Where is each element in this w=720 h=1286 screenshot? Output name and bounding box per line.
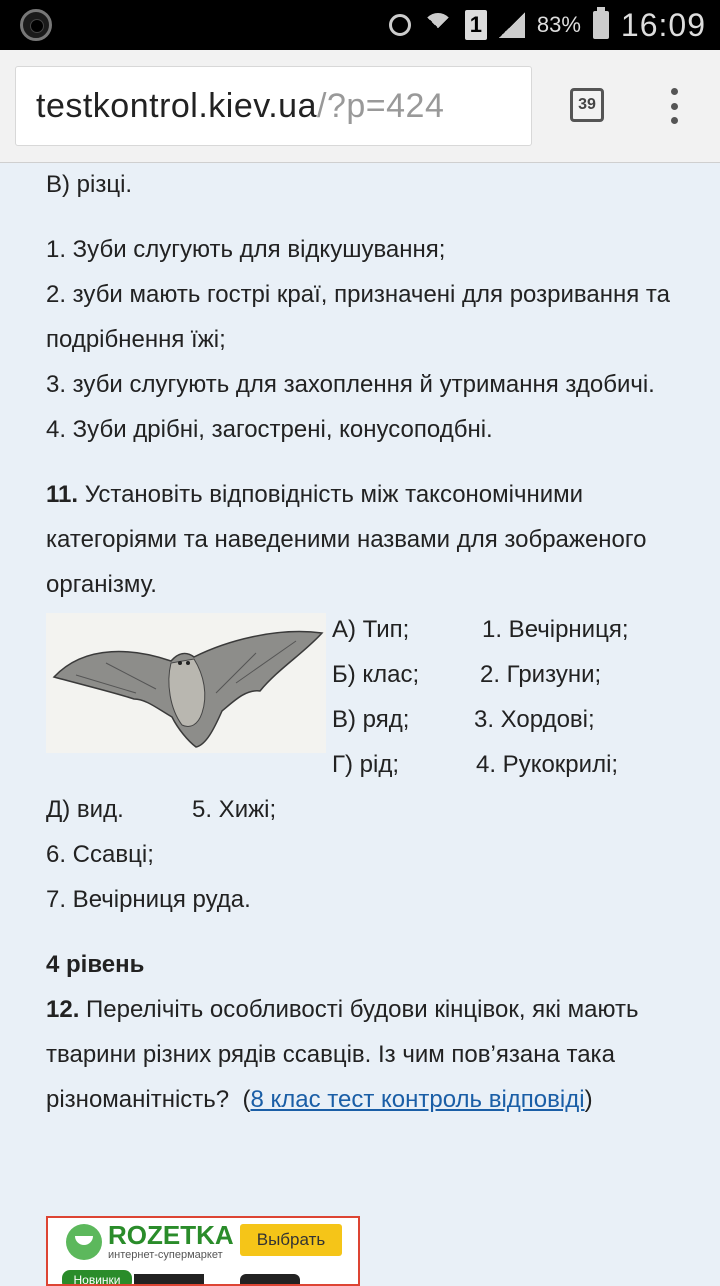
battery-icon [593, 11, 609, 39]
url-path: /?p=424 [317, 86, 445, 125]
product-image [240, 1274, 300, 1286]
question-text: Установіть відповідність між таксономічними категоріями та наведеними назвами для зображеного організму. [46, 481, 647, 598]
list-item: 3. зуби слугують для захоплення й утримання здобичі. [46, 371, 655, 398]
clock: 16:09 [620, 6, 706, 43]
question-number: 12. [46, 996, 80, 1023]
ad-tagline: интернет-супермаркет [108, 1249, 223, 1261]
answer-fragment: В) різці. [46, 171, 133, 198]
list-item: 2. зуби мають гострі краї, призначені для розривання та подрібнення їжі; [46, 281, 670, 353]
ad-badge: Новинки [62, 1270, 132, 1286]
notification-icon [20, 9, 52, 41]
list-item: 1. Зуби слугують для відкушування; [46, 236, 446, 263]
ad-brand: ROZETKA [108, 1220, 234, 1250]
question-11 [46, 472, 686, 607]
match-row: А) Тип; 1. Вечірниця; [332, 616, 629, 643]
level-heading: 4 рівень [46, 951, 145, 978]
question-12: 12. Перелічіть особливості будови кінцівок, які мають тварини різних рядів ссавців. Із чим пов’язана така різноманітність? (8 клас тест контроль відповіді) [46, 996, 639, 1113]
ad-select-button[interactable]: Выбрать [240, 1224, 342, 1256]
status-bar [0, 0, 720, 50]
address-bar[interactable] [15, 66, 532, 146]
list-item: 7. Вечірниця руда. [46, 886, 251, 913]
browser-toolbar [0, 50, 720, 163]
overflow-menu-icon[interactable] [664, 88, 684, 124]
tab-switcher-button[interactable]: 39 [570, 88, 604, 122]
question-text: Перелічіть особливості будови кінцівок, які мають тварини різних рядів ссавців. Із чим пов’язана така різноманітність? [46, 996, 639, 1113]
article-content [46, 162, 686, 1122]
match-row: В) ряд; 3. Хордові; [332, 706, 595, 733]
bat-image [46, 613, 326, 753]
product-image [134, 1274, 204, 1286]
ad-banner[interactable] [46, 1216, 360, 1286]
question-number: 11. [46, 481, 79, 508]
signal-icon [499, 12, 525, 38]
battery-percent: 83% [536, 12, 581, 37]
answers-link[interactable]: 8 клас тест контроль відповіді [250, 1086, 585, 1113]
match-row: Г) рід; 4. Рукокрилі; [332, 751, 619, 778]
sim-icon: 1 [465, 10, 487, 40]
list-item: 4. Зуби дрібні, загострені, конусоподбні. [46, 416, 493, 443]
match-row: Д) вид. 5. Хижі; [46, 796, 277, 823]
alarm-icon [389, 14, 411, 36]
matching-block [46, 607, 686, 787]
smiley-logo-icon [66, 1224, 102, 1260]
list-item: 6. Ссавці; [46, 841, 154, 868]
url-host: testkontrol.kiev.ua [36, 86, 318, 125]
wifi-icon [423, 13, 453, 37]
match-row: Б) клас; 2. Гризуни; [332, 661, 602, 688]
